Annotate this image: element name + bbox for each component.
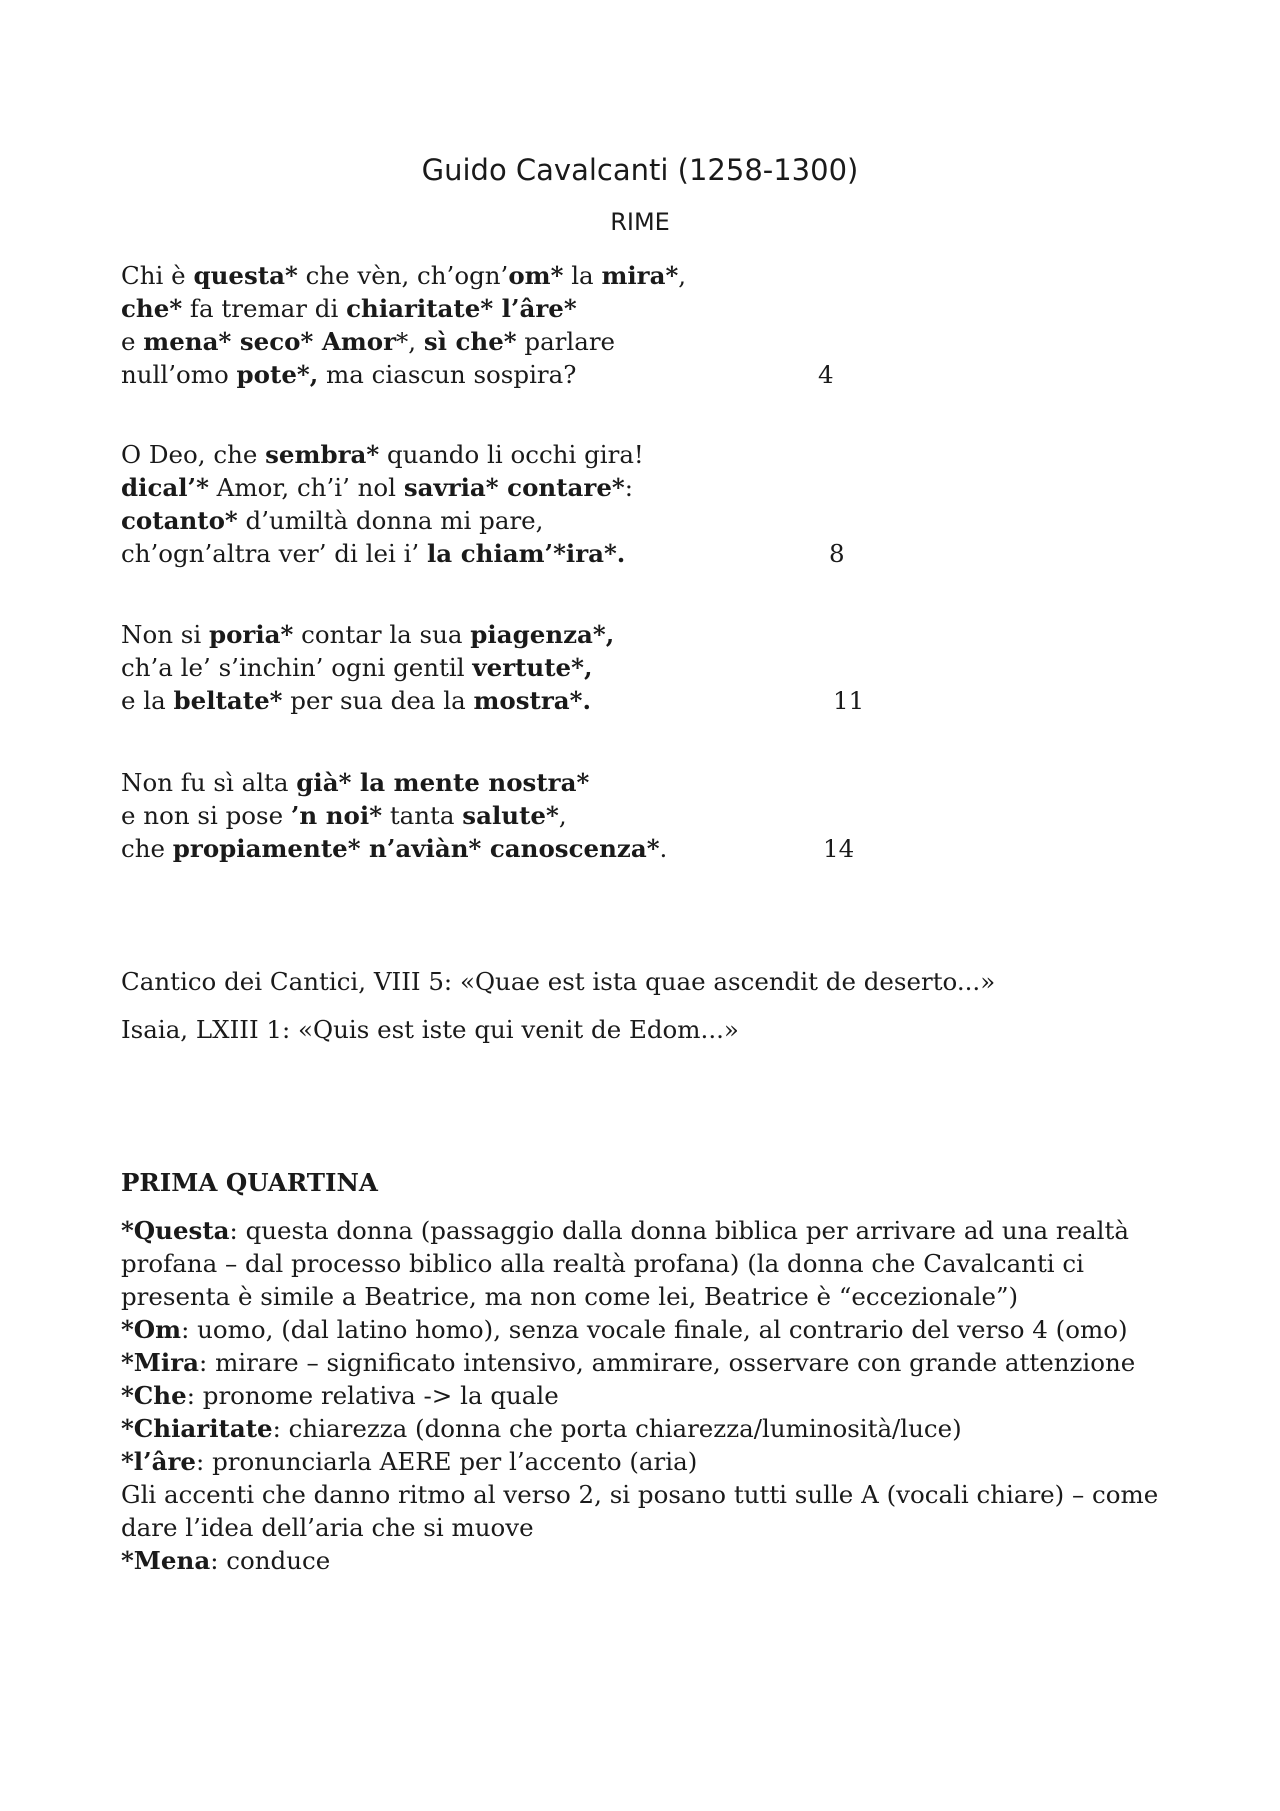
stanza <box>121 766 1001 865</box>
verse-line: Non si poria* contar la sua piagenza*, <box>121 620 615 649</box>
bold-term: che* <box>121 294 183 323</box>
verse-number: 14 <box>823 834 855 863</box>
bold-term: beltate* <box>173 686 283 715</box>
bold-term: piagenza*, <box>470 620 615 649</box>
bold-term: *Che <box>121 1381 187 1410</box>
verse-line: Non fu sì alta già* la mente nostra* <box>121 768 590 797</box>
bold-term: *Questa <box>121 1216 230 1245</box>
bold-term: cotanto* <box>121 506 238 535</box>
note-item: *Om: uomo, (dal latino homo), senza vocale finale, al contrario del verso 4 (omo) <box>121 1315 1128 1344</box>
bold-term: questa* <box>193 261 298 290</box>
biblical-reference: Cantico dei Cantici, VIII 5: «Quae est ista quae ascendit de deserto...» <box>121 967 996 996</box>
bold-term: sì che* <box>423 327 517 356</box>
bold-term: sembra* <box>265 440 380 469</box>
stanza <box>121 618 1001 717</box>
bold-term: pote*, <box>236 360 319 389</box>
bold-term: poria* <box>208 620 294 649</box>
note-item: *Mena: conduce <box>121 1546 331 1575</box>
bold-term: *Mena <box>121 1546 211 1575</box>
bold-term: dical’* <box>121 473 209 502</box>
bold-term: la chiam’*ira*. <box>427 539 626 568</box>
note-item: *l’âre: pronunciarla AERE per l’accento (aria) <box>121 1447 698 1476</box>
bold-term: mena* seco* Amor <box>143 327 397 356</box>
verse-line: e mena* seco* Amor*, sì che* parlare <box>121 327 616 356</box>
bold-term: savria* contare* <box>403 473 625 502</box>
bold-term: om* <box>508 261 564 290</box>
verse-line: e la beltate* per sua dea la mostra*. 11 <box>121 686 865 715</box>
stanza <box>121 438 1001 570</box>
note-item: *Mira: mirare – significato intensivo, ammirare, osservare con grande attenzione <box>121 1348 1136 1377</box>
verse-line: ch’ogn’altra ver’ di lei i’ la chiam’*ira*. 8 <box>121 539 845 568</box>
bold-term: *Mira <box>121 1348 200 1377</box>
bold-term: salute* <box>462 801 559 830</box>
verse-line: Chi è questa* che vèn, ch’ogn’om* la mira*, <box>121 261 687 290</box>
bold-term: mostra*. <box>473 686 591 715</box>
bold-term: *Chiaritate <box>121 1414 273 1443</box>
verse-line: e non si pose ’n noi* tanta salute*, <box>121 801 567 830</box>
note-item: *Questa: questa donna (passaggio dalla donna biblica per arrivare ad una realtà profana – dal processo biblico alla realtà profana) (la donna che Cavalcanti ci presenta è simile a Beatrice, ma non come lei, Beatrice è “eccezionale”) <box>121 1216 1129 1311</box>
note-item: Gli accenti che danno ritmo al verso 2, si posano tutti sulle A (vocali chiare) – come dare l’idea dell’aria che si muove <box>121 1480 1159 1542</box>
bold-term: propiamente* n’aviàn* canoscenza* <box>172 834 660 863</box>
bold-term: ’n noi* <box>290 801 383 830</box>
verse-number: 8 <box>829 539 845 568</box>
verse-line: null’omo pote*, ma ciascun sospira? 4 <box>121 360 834 389</box>
bold-term: già* la mente nostra* <box>296 768 590 797</box>
bold-term: chiaritate* l’âre* <box>346 294 577 323</box>
biblical-reference: Isaia, LXIII 1: «Quis est iste qui venit de Edom...» <box>121 1015 739 1044</box>
verse-line: che propiamente* n’aviàn* canoscenza*. 14 <box>121 834 855 863</box>
bold-term: mira* <box>601 261 679 290</box>
verse-line: ch’a le’ s’inchin’ ogni gentil vertute*, <box>121 653 593 682</box>
page-title: Guido Cavalcanti (1258-1300) <box>421 153 859 187</box>
verse-line: dical’* Amor, ch’i’ nol savria* contare*: <box>121 473 633 502</box>
note-item: *Chiaritate: chiarezza (donna che porta chiarezza/luminosità/luce) <box>121 1414 962 1443</box>
stanza <box>121 259 1001 391</box>
bold-term: *l’âre <box>121 1447 197 1476</box>
note-item: *Che: pronome relativa -> la quale <box>121 1381 559 1410</box>
verse-line: cotanto* d’umiltà donna mi pare, <box>121 506 544 535</box>
page-subtitle: RIME <box>610 208 670 236</box>
notes-list <box>121 1214 1161 1577</box>
verse-line: che* fa tremar di chiaritate* l’âre* <box>121 294 577 323</box>
verse-number: 4 <box>818 360 834 389</box>
bold-term: vertute*, <box>472 653 593 682</box>
section-heading: PRIMA QUARTINA <box>121 1168 378 1197</box>
verse-number: 11 <box>833 686 865 715</box>
bold-term: *Om <box>121 1315 182 1344</box>
verse-line: O Deo, che sembra* quando li occhi gira! <box>121 440 644 469</box>
